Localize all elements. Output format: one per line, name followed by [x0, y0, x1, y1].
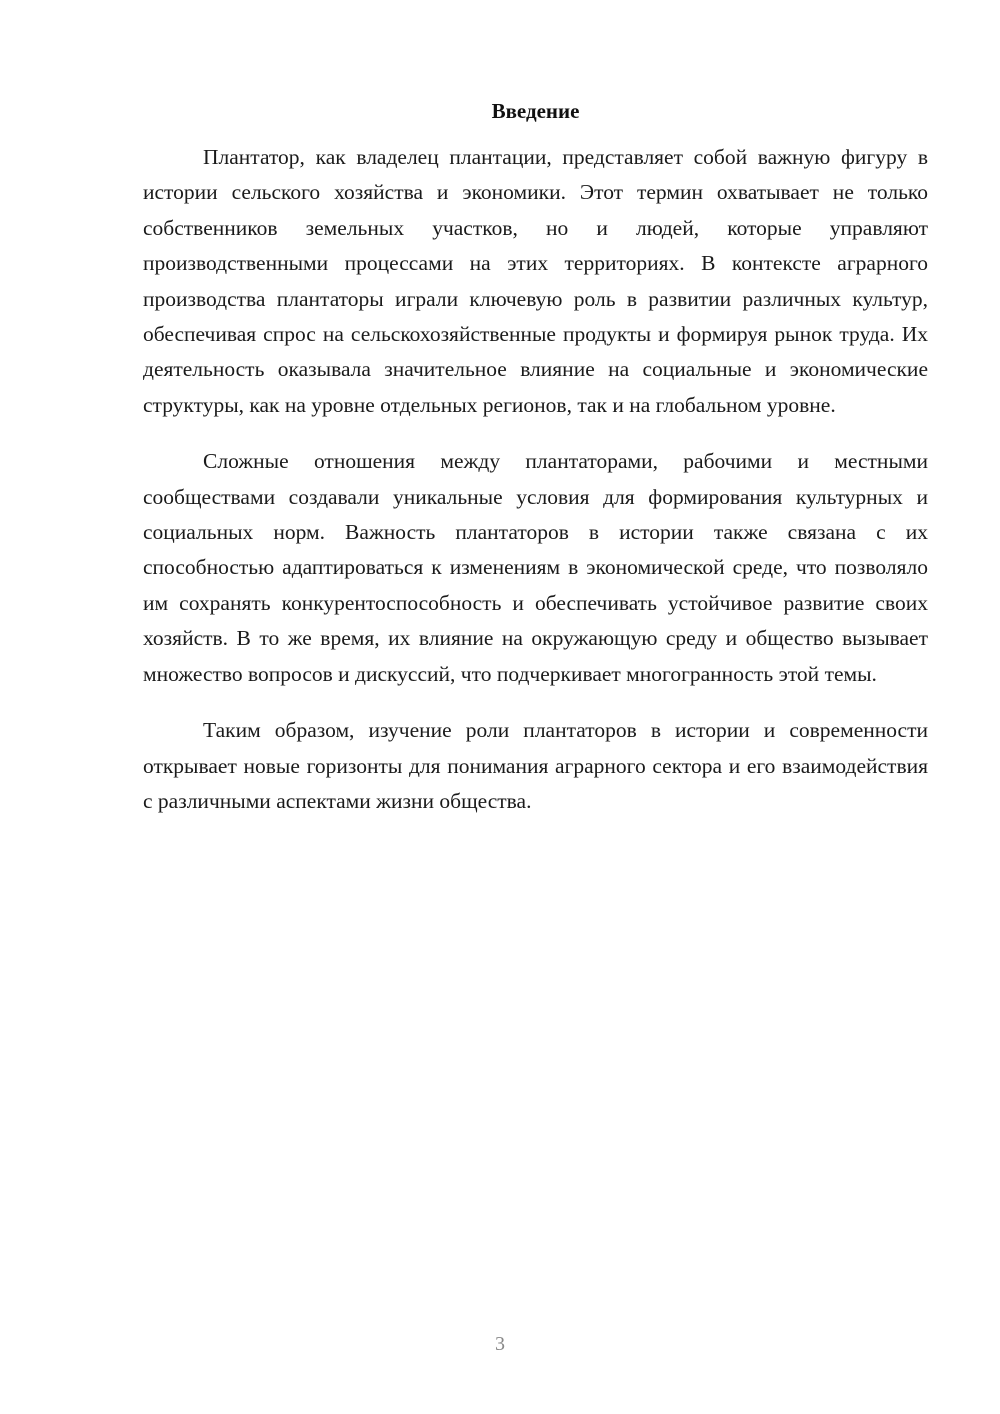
- paragraph-1: Плантатор, как владелец плантации, представляет собой важную фигуру в истории сельского хозяйства и экономики. Этот термин охватывает не только собственников земельных участков, но и людей, которые управляют производственными процессами на этих территориях. В контексте аграрного производства плантаторы играли ключевую роль в развитии различных культур, обеспечивая спрос на сельскохозяйственные продукты и формируя рынок труда. Их деятельность оказывала значительное влияние на социальные и экономические структуры, как на уровне отдельных регионов, так и на глобальном уровне.: [143, 145, 928, 417]
- page-number: 3: [495, 1333, 505, 1355]
- section-heading: Введение: [491, 99, 580, 123]
- paragraph-2: Сложные отношения между плантаторами, рабочими и местными сообществами создавали уникальные условия для формирования культурных и социальных норм. Важность плантаторов в истории также связана с их способностью адаптироваться к изменениям в экономической среде, что позволяло им сохранять конкурентоспособность и обеспечивать устойчивое развитие своих хозяйств. В то же время, их влияние на окружающую среду и общество вызывает множество вопросов и дискуссий, что подчеркивает многогранность этой темы.: [143, 449, 928, 686]
- paragraph-3: Таким образом, изучение роли плантаторов в истории и современности открывает новые горизонты для понимания аграрного сектора и его взаимодействия с различными аспектами жизни общества.: [143, 718, 928, 813]
- page-content: [143, 96, 928, 840]
